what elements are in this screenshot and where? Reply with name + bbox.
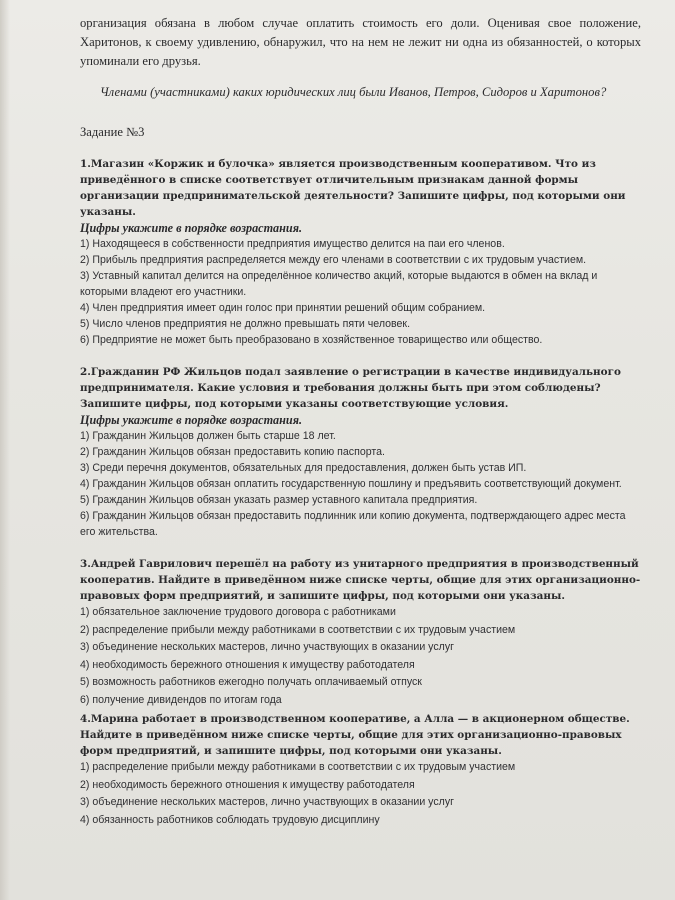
- answer-item: 6) Гражданин Жильцов обязан предоставить подлинник или копию документа, подтверждающего адрес места его жительства.: [80, 510, 626, 538]
- answer-item: 5) Гражданин Жильцов обязан указать размер уставного капитала предприятия.: [80, 494, 478, 506]
- order-note: Цифры укажите в порядке возрастания.: [80, 221, 303, 235]
- answer-item: 2) Гражданин Жильцов обязан предоставить копию паспорта.: [80, 446, 385, 458]
- answer-item: 3) объединение нескольких мастеров, лично участвующих в оказании услуг: [80, 796, 455, 808]
- answer-item: 4) необходимость бережного отношения к имуществу работодателя: [80, 658, 415, 671]
- answer-item: 2) распределение прибыли между работниками в соответствии с их трудовым участием: [80, 623, 516, 636]
- answer-item: 5) Число членов предприятия не должно превышать пяти человек.: [80, 318, 411, 330]
- question-block-2: [80, 364, 641, 540]
- question-block-1: [80, 156, 641, 348]
- question-block-4: [80, 711, 641, 829]
- answer-item: 2) Прибыль предприятия распределяется между его членами в соответствии с их трудовым участием.: [80, 254, 587, 266]
- answer-item: 1) Гражданин Жильцов должен быть старше 18 лет.: [80, 430, 336, 442]
- answer-list: [80, 428, 641, 540]
- answer-item: 4) Член предприятия имеет один голос при принятии решений общим собранием.: [80, 302, 486, 314]
- question-heading: 2.Гражданин РФ Жильцов подал заявление о регистрации в качестве индивидуального предпринимателя. Какие условия и требования должны быть при этом соблюдены? Запишите цифры, под которыми указаны соответствующие условия.: [80, 366, 621, 410]
- answer-item: 1) обязательное заключение трудового договора с работниками: [80, 606, 396, 618]
- answer-item: 4) обязанность работников соблюдать трудовую дисциплину: [80, 813, 380, 826]
- task-title: Задание №3: [80, 125, 145, 139]
- answer-list: [80, 604, 641, 709]
- answer-list: [80, 759, 641, 829]
- page-edge-shadow: [0, 0, 10, 900]
- answer-item: 1) распределение прибыли между работниками в соответствии с их трудовым участием: [80, 761, 516, 773]
- answer-item: 5) возможность работников ежегодно получать оплачиваемый отпуск: [80, 676, 422, 688]
- order-note: Цифры укажите в порядке возрастания.: [80, 413, 303, 427]
- answer-item: 2) необходимость бережного отношения к имуществу работодателя: [80, 778, 415, 791]
- answer-item: 3) Уставный капитал делится на определённое количество акций, которые выдаются в обмен на вклад и которыми владеют его участники.: [80, 270, 598, 298]
- answer-item: 3) объединение нескольких мастеров, лично участвующих в оказании услуг: [80, 641, 455, 653]
- answer-item: 6) получение дивидендов по итогам года: [80, 693, 282, 706]
- intro-question: Членами (участниками) каких юридических лиц были Иванов, Петров, Сидоров и Харитонов?: [100, 85, 607, 99]
- question-heading: 1.Магазин «Коржик и булочка» является производственным кооперативом. Что из приведённого в списке соответствует отличительным признакам данной формы организации предпринимательской деятельности? Запишите цифры, под которыми они указаны.: [80, 158, 626, 218]
- answer-item: 1) Находящееся в собственности предприятия имущество делится на паи его членов.: [80, 238, 505, 250]
- question-block-3: [80, 556, 641, 709]
- intro-paragraph: организация обязана в любом случае оплатить стоимость его доли. Оценивая свое положение, Харитонов, к своему удивлению, обнаружил, что на нем не лежит ни одна из обязанностей, о которых упоминали его друзья.: [80, 16, 641, 68]
- answer-list: [80, 236, 641, 348]
- answer-item: 4) Гражданин Жильцов обязан оплатить государственную пошлину и предъявить соответствующий документ.: [80, 478, 622, 490]
- question-heading: 4.Марина работает в производственном кооперативе, а Алла — в акционерном обществе. Найдите в приведённом ниже списке черты, общие для этих организационно-правовых форм предприятий, и запишите цифры, под которыми они указаны.: [80, 713, 630, 757]
- question-heading: 3.Андрей Гаврилович перешёл на работу из унитарного предприятия в производственный кооператив. Найдите в приведённом ниже списке черты, общие для этих организационно-правовых форм предприятий, и запишите цифры, под которыми они указаны.: [80, 558, 641, 602]
- answer-item: 3) Среди перечня документов, обязательных для предоставления, должен быть устав ИП.: [80, 462, 527, 474]
- answer-item: 6) Предприятие не может быть преобразовано в хозяйственное товарищество или общество.: [80, 334, 543, 346]
